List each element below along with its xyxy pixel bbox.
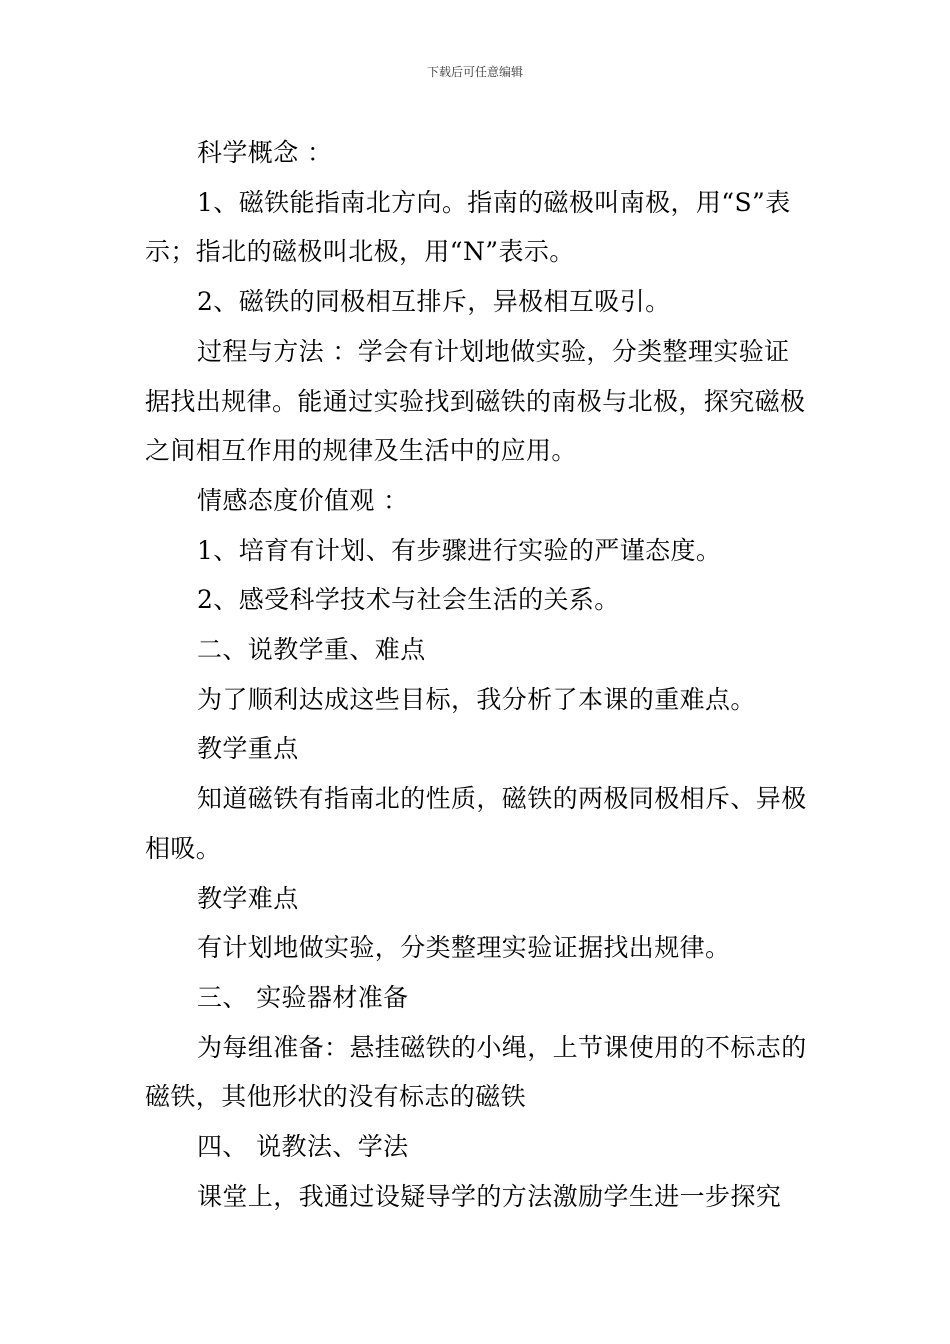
heading-teaching-difficulty: 教学难点: [197, 883, 299, 913]
page-header: 下载后可任意编辑: [426, 65, 523, 79]
paragraph-analysis-intro: 为了顺利达成这些目标，我分析了本课的重难点。: [197, 684, 756, 714]
paragraph-teaching-focus: 知道磁铁有指南北的性质，磁铁的两极同极相斥、异极相吸。: [145, 784, 807, 863]
paragraph-teaching-difficulty: 有计划地做实验，分类整理实验证据找出规律。: [197, 933, 731, 963]
paragraph-attitude-1: 1、培育有计划、有步骤进行实验的严谨态度。: [197, 535, 722, 565]
paragraph-poles-interaction: 2、磁铁的同极相互排斥，异极相互吸引。: [197, 287, 671, 317]
heading-science-concept: 科学概念 ：: [197, 138, 333, 167]
paragraph-attitude-2: 2、感受科学技术与社会生活的关系。: [197, 585, 620, 615]
section-heading-key-points: 二、说教学重、难点: [197, 635, 426, 665]
paragraph-methods: 课堂上，我通过设疑导学的方法激励学生进一步探究: [197, 1181, 782, 1211]
section-heading-materials: 三、 实验器材准备: [197, 982, 409, 1012]
paragraph-materials: 为每组准备：悬挂磁铁的小绳，上节课使用的不标志的磁铁，其他形状的没有标志的磁铁: [145, 1032, 807, 1112]
section-heading-methods: 四、 说教法、学法: [197, 1132, 409, 1162]
paragraph-poles-direction: 1、磁铁能指南北方向。指南的磁极叫南极，用“S”表示；指北的磁极叫北极，用“N”表示。: [145, 187, 791, 267]
document-body: [145, 128, 809, 1221]
heading-attitude-values: 情感态度价值观 ：: [197, 485, 409, 515]
heading-teaching-focus: 教学重点: [197, 734, 299, 764]
paragraph-process-method: 过程与方法 ：学会有计划地做实验，分类整理实验证据找出规律。能通过实验找到磁铁的南极与北极，探究磁极之间相互作用的规律及生活中的应用。: [145, 336, 806, 466]
